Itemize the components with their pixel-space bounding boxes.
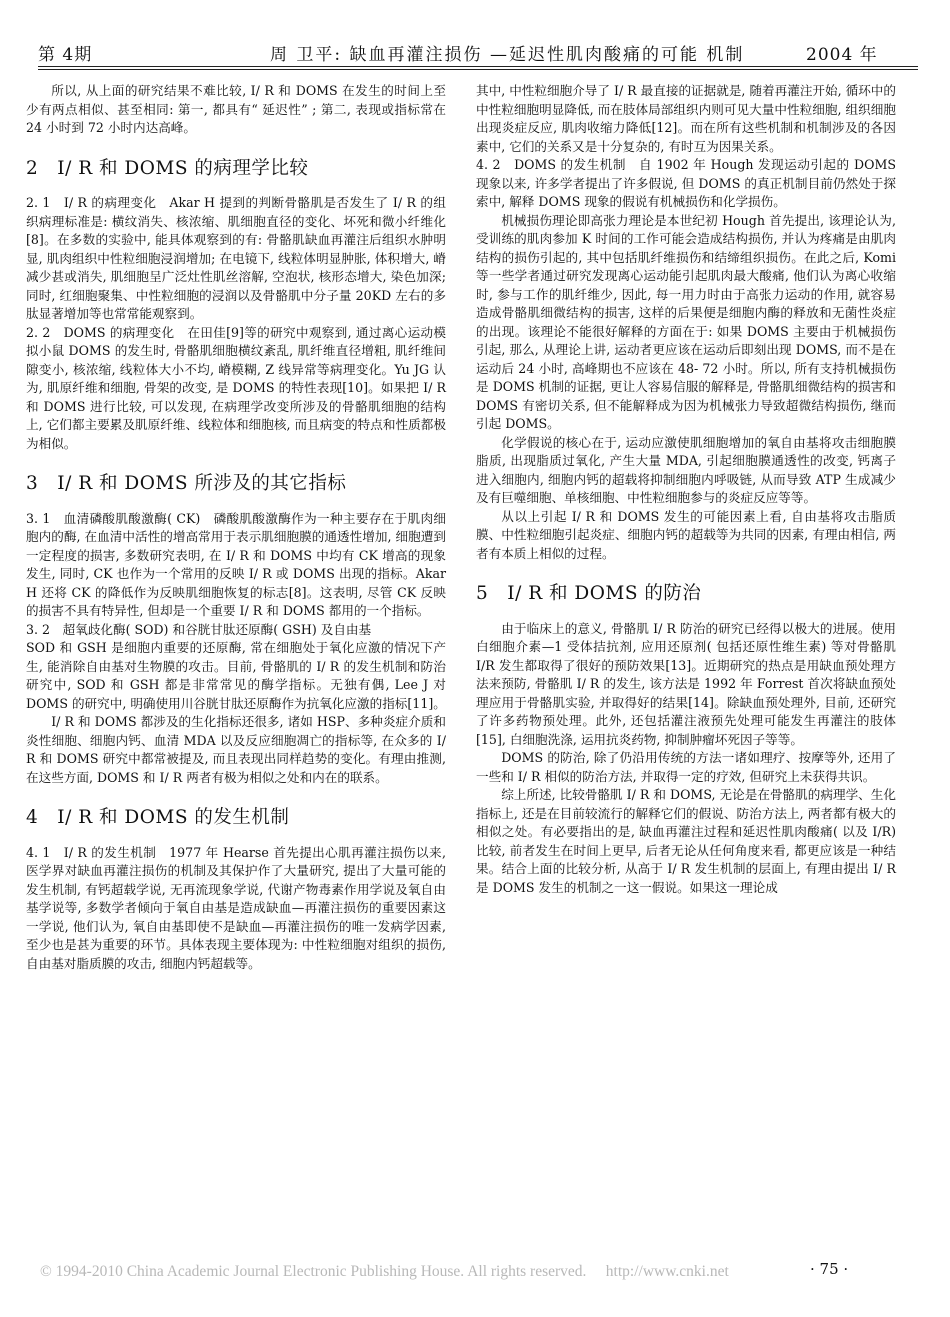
paragraph: 2. 2 DOMS 的病理变化 在田佳[9]等的研究中观察到, 通过离心运动模拟小鼠 DOMS 的发生时, 骨骼肌细胞横纹紊乱, 肌纤维直径增粗, 肌纤维间隙变小, 核浓缩, 线粒体大小不均, 嵴模糊, Z 线异常等病理变化。Yu JG 认为, 肌原纤维和细胞, 骨架的改变, 是 DOMS 的特性表现[10]。如果把 I/ R 和 DOMS 进行比较, 可以发现, 在病理学改变所涉及的骨骼肌细胞的结构上, 它们都主要累及肌原纤维、线粒体和细胞核, 而且病变的特点和性质都极为相似。: [26, 324, 446, 451]
header-rule: [38, 66, 918, 67]
paragraph: 从以上引起 I/ R 和 DOMS 发生的可能因素上看, 自由基将攻击脂质膜、中性粒细胞引起炎症、细胞内钙的超载等为共同的因素, 有理由相信, 两者有本质上相似的过程。: [476, 508, 896, 561]
paragraph: 2. 1 I/ R 的病理变化 Akar H 提到的判断骨骼肌是否发生了 I/ R 的组织病理标准是: 横纹消失、核浓缩、肌细胞直径的变化、坏死和微小纤维化[8]。在多数的实验中, 能具体观察到的有: 骨骼肌缺血再灌注后组织水肿明显, 肌肉组织中性粒细胞浸润增加; 在电镜下, 线粒体明显肿胀, 体积增大, 嵴减少甚或消失, 肌细胞呈广泛灶性肌丝溶解, 空泡状, 核形态增大, 染色加深; 同时, 红细胞聚集、中性粒细胞的浸润以及骨骼肌中分子量 20KD 左右的多肽显著增加等也常常能观察到。: [26, 195, 446, 321]
section-heading: 2 I/ R 和 DOMS 的病理学比较: [26, 157, 309, 179]
paragraph: 4. 1 I/ R 的发生机制 1977 年 Hearse 首先提出心肌再灌注损伤以来, 医学界对缺血再灌注损伤的机制及其保护作了大量研究, 提出了大量可能的发生机制, 有钙超载学说, 无再流现象学说, 代谢产物毒素作用学说及氧自由基学说等, 多数学者倾向于氧自由基是造成缺血—再灌注损伤的重要因素这一学说, 他们认为, 氧自由基即使不是缺血—再灌注损伤的唯一发病学因素, 至少也是甚为重要的环节。具体表现主要体现为: 中性粒细胞对组织的损伤, 自由基对脂质膜的攻击, 细胞内钙超载等。: [26, 844, 446, 971]
running-title: 周 卫平: 缺血再灌注损伤 —延迟性肌肉酸痛的可能 机制: [270, 45, 745, 65]
copyright-watermark: © 1994-2010 China Academic Journal Electronic Publishing House. All rights reserved. http://www.cnki.net: [40, 1263, 729, 1280]
paragraph: 由于临床上的意义, 骨骼肌 I/ R 防治的研究已经得以极大的进展。使用白细胞介素—1 受体拮抗剂, 应用还原剂( 包括还原性维生素) 等对骨骼肌 I/R 发生都取得了很好的预防效果[13]。近期研究的热点是用缺血预处理方法来预防, 骨骼肌 I/ R 的发生, 该方法是 1992 年 Forrest 首次将缺血预处理应用于骨骼肌实验, 并取得好的结果[14]。除缺血预处理外, 目前, 还研究了许多药物预处理。此外, 还包括灌注液预先处理可能发生再灌注的肢体[15], 白细胞洗涤, 运用抗炎药物, 抑制肿瘤坏死因子等等。: [476, 620, 896, 747]
page-number: · 75 ·: [810, 1260, 849, 1278]
paragraph: SOD 和 GSH 是细胞内重要的还原酶, 常在细胞处于氧化应激的情况下产生, 能消除自由基对生物膜的攻击。目前, 骨骼肌的 I/ R 的发生机制和防治研究中, SOD 和 GSH 都是非常常见的酶学指标。无独有偶, Lee J 对 DOMS 的研究中, 明确使用川谷胱甘肽还原酶作为抗氧化应激的指标[11]。: [26, 640, 446, 711]
paragraph: 综上所述, 比较骨骼肌 I/ R 和 DOMS, 无论是在骨骼肌的病理学、生化指标上, 还是在目前较流行的解释它们的假说、防治方法上, 两者都有极大的相似之处。有必要指出的是, 缺血再灌注过程和延迟性肌肉酸痛( 以及 I/R) 比较, 前者发生在时间上更早, 后者无论从任何角度来看, 都更应该是一种结果。结合上面的比较分析, 从高于 I/ R 发生机制的层面上, 有理由提出 I/ R 是 DOMS 发生的机制之一这一假说。如果这一理论成: [476, 787, 896, 895]
paragraph: I/ R 和 DOMS 都涉及的生化指标还很多, 诸如 HSP、多种炎症介质和炎性细胞、细胞内钙、血清 MDA 以及反应细胞凋亡的指标等, 在众多的 I/ R 和 DOMS 研究中都常被提及, 而且表现出同样趋势的变化。有理由推测, 在这些方面, DOMS 和 I/ R 两者有极为相似之处和内在的联系。: [26, 714, 446, 785]
paragraph: 4. 2 DOMS 的发生机制 自 1902 年 Hough 发现运动引起的 DOMS 现象以来, 许多学者提出了许多假说, 但 DOMS 的真正机制目前仍然处于探索中, 解释 DOMS 现象的假说有机械损伤和化学损伤。: [476, 157, 896, 209]
year: 2004 年: [806, 45, 878, 65]
paragraph: 其中, 中性粒细胞介导了 I/ R 最直接的证据就是, 随着再灌注开始, 循环中的中性粒细胞明显降低, 而在肢体局部组织内则可见大量中性粒细胞, 组织细胞出现炎症反应, 肌肉收缩力降低[12]。而在所有这些机制和机制涉及的各因素中, 它们的关系又是十分复杂的, 有时互为因果关系。: [476, 83, 896, 154]
issue-number: 第 4期: [38, 45, 93, 65]
section-heading: 4 I/ R 和 DOMS 的发生机制: [26, 807, 290, 828]
section-heading: 5 I/ R 和 DOMS 的防治: [476, 583, 702, 604]
section-heading: 3 I/ R 和 DOMS 所涉及的其它指标: [26, 473, 347, 494]
paragraph: 3. 1 血清磷酸肌酸激酶( CK) 磷酸肌酸激酶作为一种主要存在于肌肉细胞内的酶, 在血清中活性的增高常用于表示肌细胞膜的通透性增加, 细胞遭到一定程度的损害, 多数研究表明, 在 I/ R 和 DOMS 中均有 CK 增高的现象发生, 同时, CK 也作为一个常用的反映 I/ R 或 DOMS 出现的指标。Akar H 还将 CK 的降低作为反映肌细胞恢复的标志[8]。这表明, 尽管 CK 反映的损害不具有特异性, 但却是一个重要 I/ R 和 DOMS 都用的一个指标。: [26, 510, 446, 618]
paragraph: 3. 2 超氧歧化酶( SOD) 和谷胱甘肽还原酶( GSH) 及自由基: [26, 621, 372, 637]
paragraph: 化学假说的核心在于, 运动应激使肌细胞增加的氧自由基将攻击细胞膜脂质, 出现脂质过氧化, 产生大量 MDA, 引起细胞膜通透性的改变, 钙离子进入细胞内, 细胞内钙的超载将抑制细胞内呼吸链, 从而导致 ATP 生成减少及有巨噬细胞、单核细胞、中性粒细胞参与的炎症反应等等。: [476, 434, 896, 505]
paragraph: DOMS 的防治, 除了仍沿用传统的方法一诸如理疗、按摩等外, 还用了一些和 I/ R 相似的防治方法, 并取得一定的疗效, 但研究上未获得共识。: [476, 750, 896, 784]
left-column: [26, 82, 446, 973]
header-rule-inner: [38, 69, 918, 70]
right-column: [476, 82, 896, 897]
paragraph: 机械损伤理论即高张力理论是本世纪初 Hough 首先提出, 该理论认为, 受训练的肌肉参加 K 时间的工作可能会造成结构损伤, 并认为疼痛是由肌肉结构的损伤引起的, 其中包括肌纤维损伤和结缔组织损伤。在此之后, Komi 等一些学者通过研究发现离心运动能引起肌肉最大酸痛, 他们认为离心收缩时, 参与工作的肌纤维少, 因此, 每一用力时由于高张力运动的作用, 就容易造成骨骼肌细微结构的损害, 这样的后果便是细胞内酶的释放和无菌性炎症的出现。该理论不能很好解释的方面在于: 如果 DOMS 主要由于机械损伤引起, 那么, 从理论上讲, 运动者更应该在运动后即刻出现 DOMS, 而不是在运动后 24 小时, 高峰期也不应该在 48- 72 小时。所以, 所有支持机械损伤是 DOMS 机制的证据, 更让人容易信服的解释是, 骨骼肌细微结构的损害和 DOMS 有密切关系, 但不能解释成为因为机械张力导致超微结构损伤, 继而引起 DOMS。: [476, 212, 896, 431]
paragraph: 所以, 从上面的研究结果不难比较, I/ R 和 DOMS 在发生的时间上至少有两点相似、甚至相同: 第一, 都具有“ 延迟性” ; 第二, 表现或指标常在 24 小时到 72 小时内达高峰。: [26, 83, 446, 135]
